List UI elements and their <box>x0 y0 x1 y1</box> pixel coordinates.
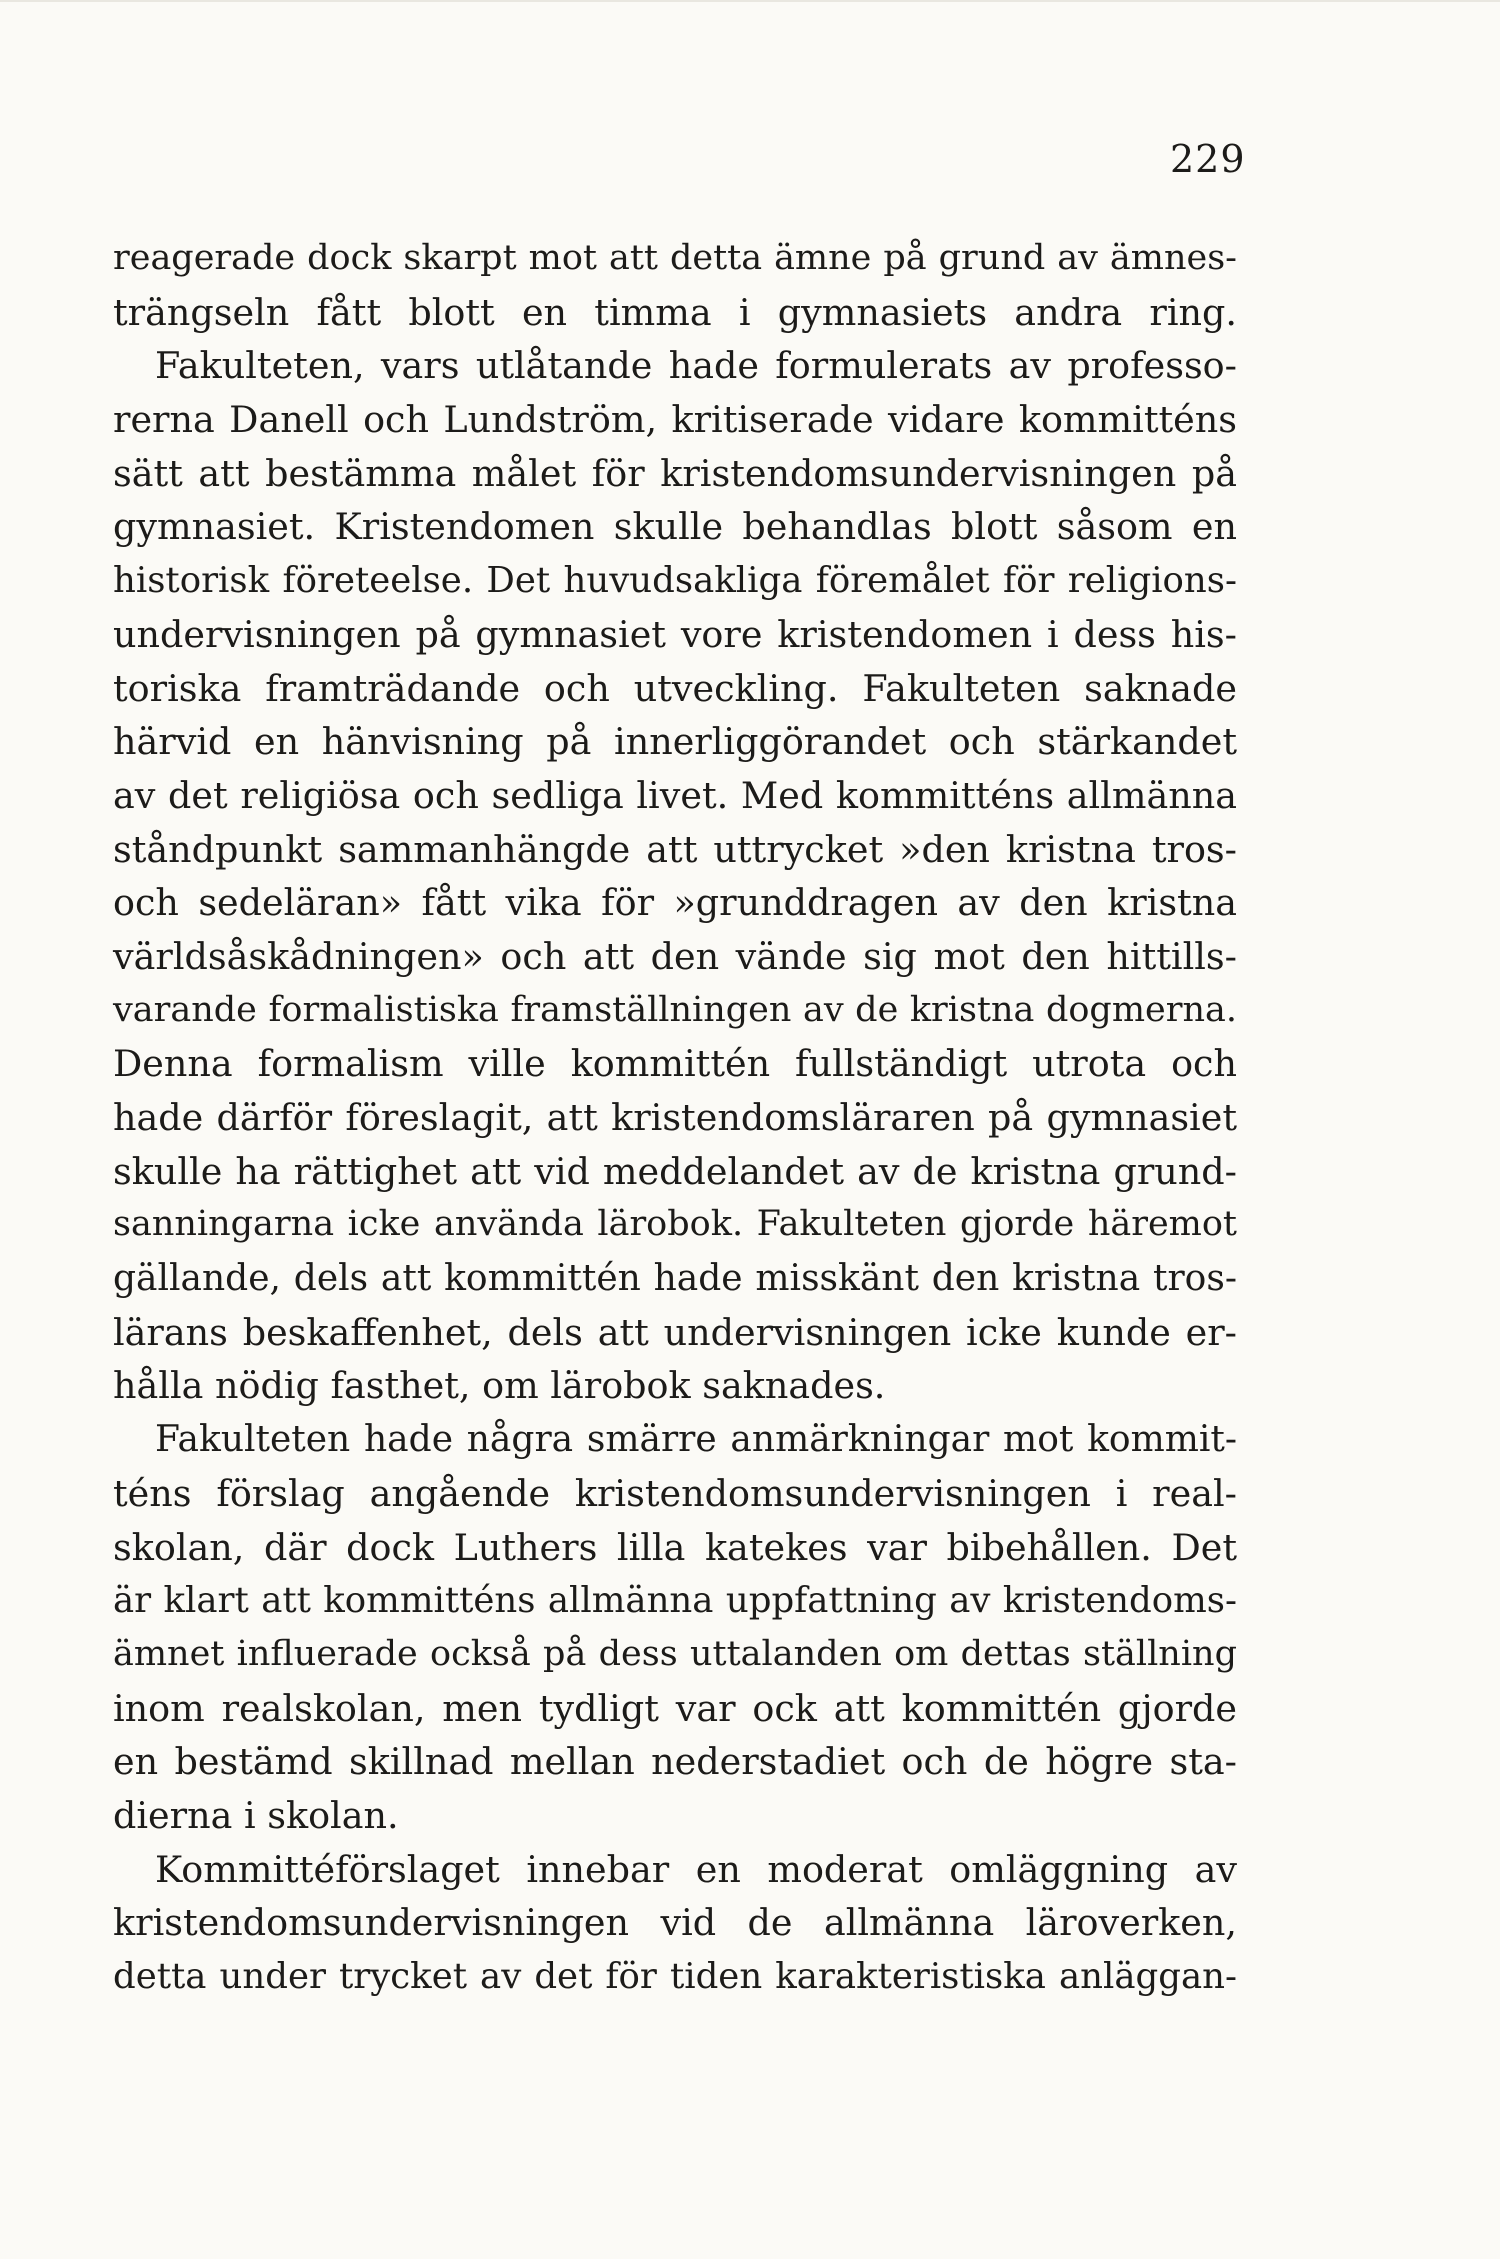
text-line: detta under trycket av det för tiden karakteristiska anläggan- <box>113 1956 1237 1997</box>
text-line: dierna i skolan. <box>113 1793 399 1837</box>
text-line: Fakulteten hade några smärre anmärkningar mot kommit- <box>155 1419 1237 1461</box>
text-line: lärans beskaffenhet, dels att undervisningen icke kunde er- <box>113 1310 1237 1354</box>
text-line: skulle ha rättighet att vid meddelandet av de kristna grund- <box>113 1149 1237 1193</box>
text-line: toriska framträdande och utveckling. Fakulteten saknade <box>113 666 1237 710</box>
body-text <box>113 232 1237 2004</box>
text-line: varande formalistiska framställningen av de kristna dogmerna. <box>113 989 1237 1030</box>
text-line: och sedeläran» fått vika för »grunddragen av den kristna <box>113 881 1237 925</box>
text-line: härvid en hänvisning på innerliggörandet och stärkandet <box>113 720 1237 764</box>
text-line: undervisningen på gymnasiet vore kristendomen i dess his- <box>113 612 1237 656</box>
text-line: är klart att kommitténs allmänna uppfattning av kristendoms- <box>113 1580 1237 1622</box>
text-line: ståndpunkt sammanhängde att uttrycket »den kristna tros- <box>113 827 1237 871</box>
text-line: av det religiösa och sedliga livet. Med kommitténs allmänna <box>113 773 1237 817</box>
text-line: reagerade dock skarpt mot att detta ämne på grund av ämnes- <box>113 238 1237 278</box>
text-line: skolan, där dock Luthers lilla katekes var bibehållen. Det <box>113 1525 1237 1569</box>
text-line: trängseln fått blott en timma i gymnasiets andra ring. <box>113 290 1237 334</box>
page-number: 229 <box>1170 137 1246 181</box>
text-line: ämnet influerade också på dess uttalanden om dettas ställning <box>113 1633 1237 1674</box>
text-line: rerna Danell och Lundström, kritiserade vidare kommitténs <box>113 398 1237 442</box>
text-line: kristendomsundervisningen vid de allmänna läroverken, <box>113 1901 1237 1945</box>
text-line: hålla nödig fasthet, om lärobok saknades. <box>113 1364 886 1408</box>
text-line: sätt att bestämma målet för kristendomsundervisningen på <box>113 451 1237 495</box>
text-line: hade därför föreslagit, att kristendomsläraren på gymnasiet <box>113 1096 1237 1139</box>
text-line: gymnasiet. Kristendomen skulle behandlas blott såsom en <box>113 505 1237 549</box>
text-line: historisk företeelse. Det huvudsakliga föremålet för religions- <box>113 560 1237 602</box>
text-line: Kommittéförslaget innebar en moderat omläggning av <box>155 1847 1237 1891</box>
text-line: inom realskolan, men tydligt var ock att kommittén gjorde <box>113 1686 1237 1730</box>
text-line: gällande, dels att kommittén hade misskänt den kristna tros- <box>113 1258 1237 1300</box>
text-line: Fakulteten, vars utlåtande hade formulerats av professo- <box>155 344 1237 388</box>
text-line: Denna formalism ville kommittén fullständigt utrota och <box>113 1042 1237 1086</box>
text-line: världsåskådningen» och att den vände sig mot den hittills- <box>113 934 1237 978</box>
text-line: en bestämd skillnad mellan nederstadiet och de högre sta- <box>113 1740 1237 1784</box>
text-line: téns förslag angående kristendomsundervisningen i real- <box>113 1471 1237 1515</box>
text-line: sanningarna icke använda lärobok. Fakulteten gjorde häremot <box>113 1204 1237 1245</box>
